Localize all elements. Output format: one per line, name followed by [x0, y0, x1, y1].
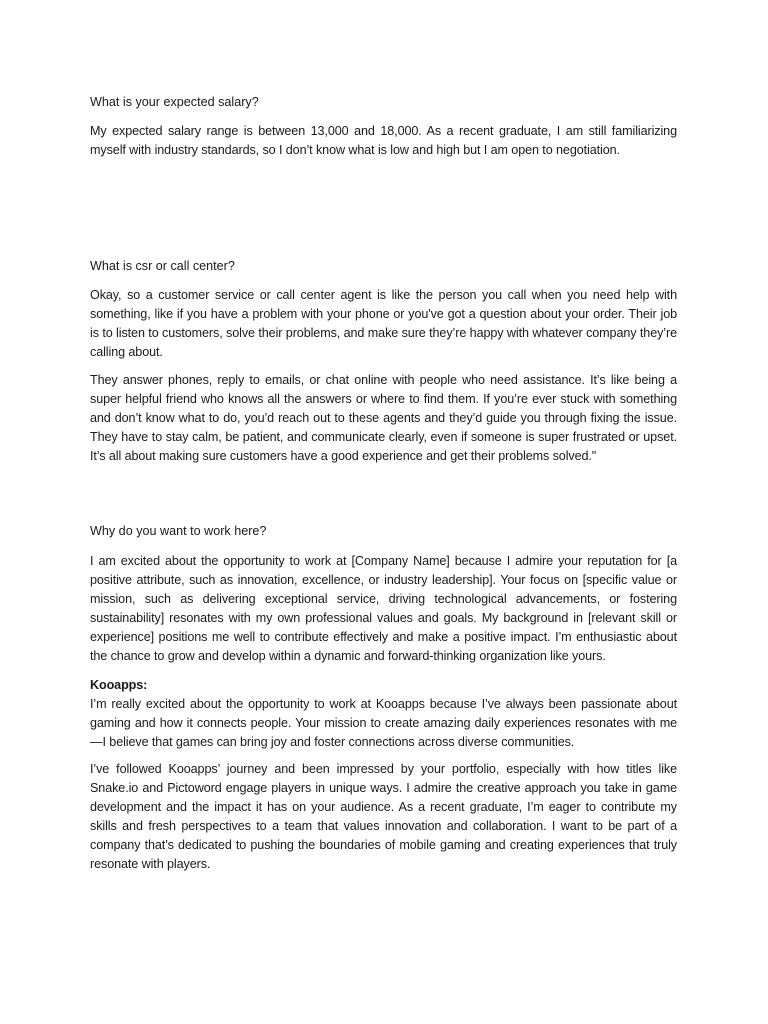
question-csr-call-center: What is csr or call center? — [90, 259, 235, 273]
answer-csr-paragraph-2: They answer phones, reply to emails, or chat online with people who need assistance. It’s like being a super helpful friend who knows all the answers or where to find them. If you’re ever stuck with something and don’t know what to do, you’d reach out to these agents and they’d guide you through fixing the issue. They have to stay calm, be patient, and communicate clearly, even if someone is super frustrated or upset. It’s all about making sure customers have a good experience and get their problems solved." — [90, 373, 677, 463]
answer-why-work-here-paragraph-1: I am excited about the opportunity to work at [Company Name] because I admire your reputation for [a positive attribute, such as innovation, excellence, or industry leadership]. Your focus on [specific value or mission, such as delivering exceptional service, driving technological advancements, or fostering sustainability] resonates with my own professional values and goals. My background in [relevant skill or experience] positions me well to contribute effectively and make a positive impact. I’m enthusiastic about the chance to grow and develop within a dynamic and forward-thinking organization like yours. — [90, 554, 677, 663]
answer-csr-paragraph-1: Okay, so a customer service or call center agent is like the person you call when you need help with something, like if you have a problem with your phone or you've got a question about your order. Their job is to listen to customers, solve their problems, and make sure they’re happy with whatever company they’re calling about. — [90, 288, 677, 359]
kooapps-label: Kooapps: — [90, 678, 148, 692]
answer-expected-salary: My expected salary range is between 13,000 and 18,000. As a recent graduate, I am still familiarizing myself with industry standards, so I don’t know what is low and high but I am open to negotiation. — [90, 124, 677, 157]
kooapps-paragraph-1: I’m really excited about the opportunity to work at Kooapps because I’ve always been passionate about gaming and how it connects people. Your mission to create amazing daily experiences resonates with me—I believe that games can bring joy and foster connections across diverse communities. — [90, 696, 677, 749]
question-why-work-here: Why do you want to work here? — [90, 524, 267, 538]
document-page — [90, 0, 677, 1024]
kooapps-block — [90, 676, 677, 752]
kooapps-paragraph-2: I’ve followed Kooapps’ journey and been impressed by your portfolio, especially with how titles like Snake.io and Pictoword engage players in unique ways. I admire the creative approach you take in game development and the impact it has on your audience. As a recent graduate, I’m eager to contribute my skills and fresh perspectives to a team that values innovation and collaboration. I want to be part of a company that’s dedicated to pushing the boundaries of mobile gaming and creating experiences that truly resonate with players. — [90, 762, 677, 871]
question-expected-salary: What is your expected salary? — [90, 95, 259, 109]
